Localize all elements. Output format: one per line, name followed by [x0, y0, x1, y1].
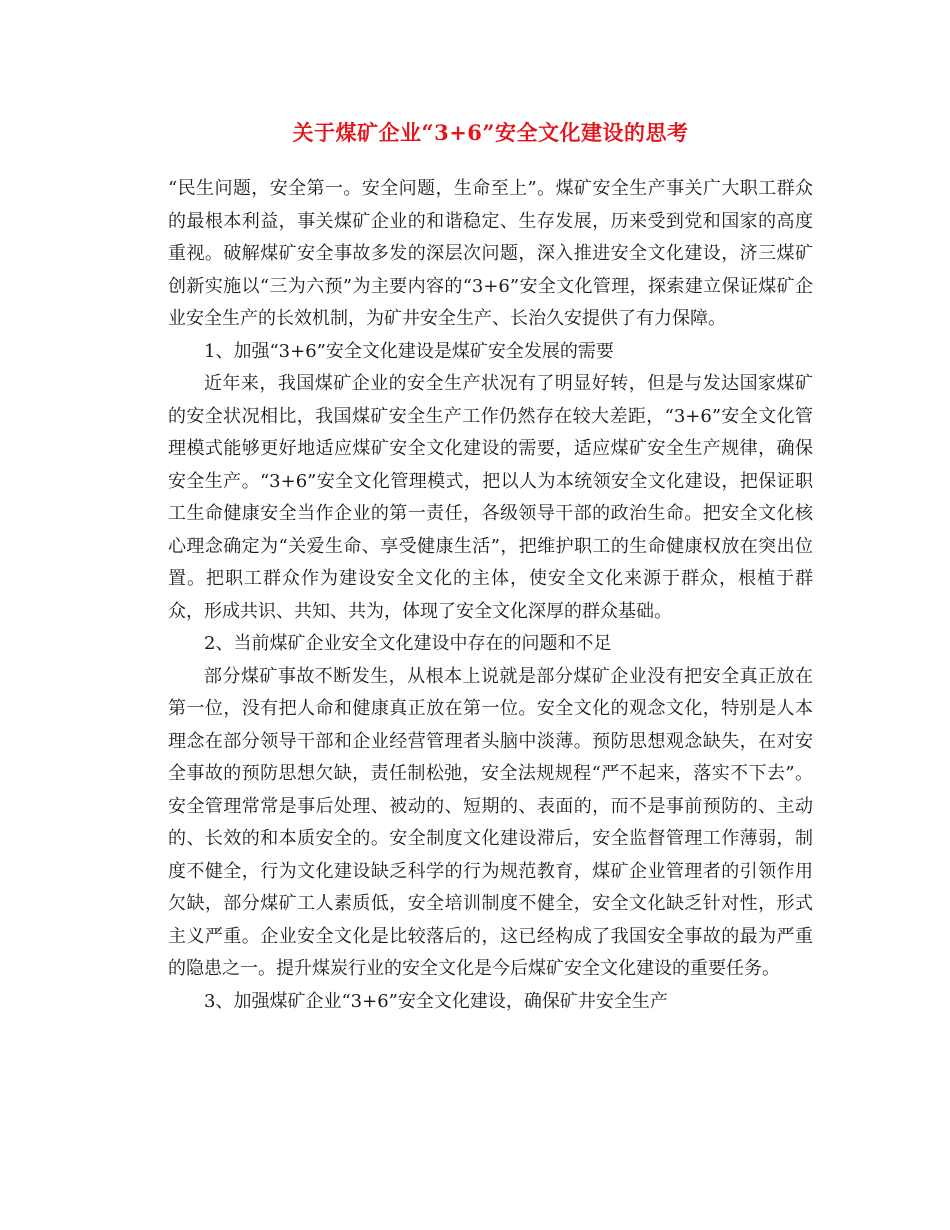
document-page: [168, 118, 813, 1018]
section-heading-2: 2、当前煤矿企业安全文化建设中存在的问题和不足: [204, 633, 612, 654]
section-heading-3: 3、加强煤矿企业“3+6”安全文化建设，确保矿井安全生产: [204, 990, 668, 1012]
intro-paragraph: “民生问题，安全第一。安全问题，生命至上”。煤矿安全生产事关广大职工群众的最根本利益，事关煤矿企业的和谐稳定、生存发展，历来受到党和国家的高度重视。破解煤矿安全事故多发的深层次问题，深入推进安全文化建设，济三煤矿创新实施以“三为六预”为主要内容的“3+6”安全文化管理，探索建立保证煤矿企业安全生产的长效机制，为矿井安全生产、长治久安提供了有力保障。: [168, 178, 813, 329]
section-heading-1: 1、加强“3+6”安全文化建设是煤矿安全发展的需要: [204, 340, 614, 362]
document-title: 关于煤矿企业“3+6”安全文化建设的思考: [292, 120, 689, 145]
section-paragraph-2: 部分煤矿事故不断发生，从根本上说就是部分煤矿企业没有把安全真正放在第一位，没有把人命和健康真正放在第一位。安全文化的观念文化，特别是人本理念在部分领导干部和企业经营管理者头脑中淡薄。预防思想观念缺失，在对安全事故的预防思想欠缺，责任制松弛，安全法规规程“严不起来，落实不下去”。安全管理常常是事后处理、被动的、短期的、表面的，而不是事前预防的、主动的、长效的和本质安全的。安全制度文化建设滞后，安全监督管理工作薄弱，制度不健全，行为文化建设缺乏科学的行为规范教育，煤矿企业管理者的引领作用欠缺，部分煤矿工人素质低，安全培训制度不健全，安全文化缺乏针对性，形式主义严重。企业安全文化是比较落后的，这已经构成了我国安全事故的最为严重的隐患之一。提升煤炭行业的安全文化是今后煤矿安全文化建设的重要任务。: [168, 665, 813, 979]
section-paragraph-1: 近年来，我国煤矿企业的安全生产状况有了明显好转，但是与发达国家煤矿的安全状况相比，我国煤矿安全生产工作仍然存在较大差距，“3+6”安全文化管理模式能够更好地适应煤矿安全文化建设的需要，适应煤矿安全生产规律，确保安全生产。“3+6”安全文化管理模式，把以人为本统领安全文化建设，把保证职工生命健康安全当作企业的第一责任，各级领导干部的政治生命。把安全文化核心理念确定为“关爱生命、享受健康生活”，把维护职工的生命健康权放在突出位置。把职工群众作为建设安全文化的主体，使安全文化来源于群众，根植于群众，形成共识、共知、共为，体现了安全文化深厚的群众基础。: [168, 373, 813, 622]
